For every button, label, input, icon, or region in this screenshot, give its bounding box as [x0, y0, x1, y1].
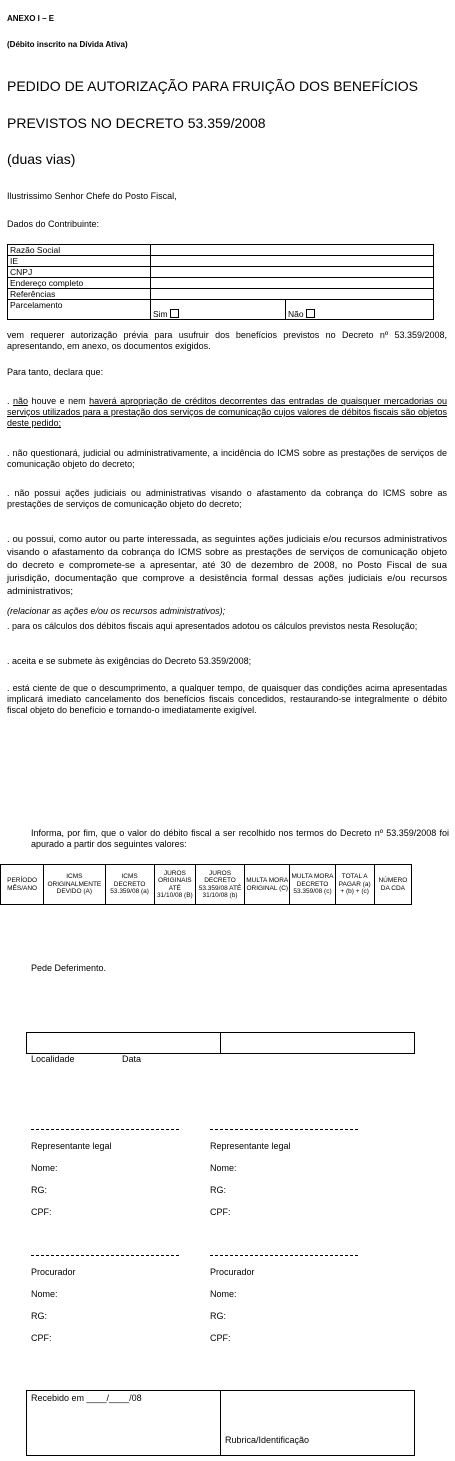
request-paragraph: vem requerer autorização prévia para usufruir dos benefícios previstos no Decreto nº 53.359/2008, apresentando, em anexo, os documentos exigidos. — [7, 330, 447, 351]
declaration-1-underline-b: haverá apropriação de créditos decorrentes das entradas de quaisquer mercadorias ou serviços utilizados para a prestação dos serviços de comunicação cujos valores de débitos fiscais são objetos deste pedido; — [7, 396, 447, 428]
declaration-4-note: (relacionar as ações e/ou os recursos administrativos); — [7, 606, 226, 616]
column-header-icms-decreto: ICMS DECRETO 53.359/08 (a) — [105, 865, 154, 905]
signature-line — [210, 1129, 358, 1130]
declaration-1-underline-a: não — [13, 396, 29, 406]
column-header-icms-original: ICMS ORIGINALMENTE DEVIDO (A) — [44, 865, 105, 905]
page-title-line-1: PEDIDO DE AUTORIZAÇÃO PARA FRUIÇÃO DOS BENEFÍCIOS — [7, 78, 418, 94]
declaration-5: . para os cálculos dos débitos fiscais aqui apresentados adotou os cálculos previstos nesta Resolução; — [7, 621, 418, 631]
values-table — [0, 864, 412, 905]
rg-label: RG: — [31, 1185, 48, 1195]
table-row — [8, 289, 434, 300]
referencias-field[interactable] — [151, 289, 434, 300]
cpf-label: CPF: — [210, 1207, 231, 1217]
informa-paragraph: Informa, por fim, que o valor do débito fiscal a ser recolhido nos termos do Decreto nº 53.359/2008 foi apurado a partir dos seguintes valores: — [31, 828, 449, 849]
nome-label: Nome: — [210, 1163, 237, 1173]
rg-label: RG: — [31, 1311, 48, 1321]
row-label-cnpj: CNPJ — [8, 267, 151, 278]
annex-title: ANEXO I – E — [7, 14, 55, 23]
signature-line — [31, 1129, 179, 1130]
annex-subtitle: (Débito inscrito na Dívida Ativa) — [7, 40, 128, 49]
nao-label: Não — [288, 309, 304, 319]
signature-line — [31, 1255, 179, 1256]
recebido-label: Recebido em ____/____/08 — [31, 1393, 142, 1403]
table-row — [8, 245, 434, 256]
table-row — [8, 267, 434, 278]
table-row — [8, 278, 434, 289]
cnpj-field[interactable] — [151, 267, 434, 278]
declaration-1-bullet: . — [7, 396, 14, 406]
localidade-label: Localidade — [31, 1054, 75, 1064]
cpf-label: CPF: — [31, 1207, 52, 1217]
razao-social-field[interactable] — [151, 245, 434, 256]
nome-label: Nome: — [31, 1163, 58, 1173]
row-label-referencias: Referências — [8, 289, 151, 300]
declaration-6: . aceita e se submete às exigências do Decreto 53.359/2008; — [7, 656, 252, 666]
column-header-multa-original: MULTA MORA ORIGINAL (C) — [245, 865, 290, 905]
declaration-2: . não questionará, judicial ou administrativamente, a incidência do ICMS sobre as prestações de serviços de comunicação objeto do decreto; — [7, 448, 447, 469]
sim-label: Sim — [153, 309, 168, 319]
procurador-label: Procurador — [31, 1267, 76, 1277]
row-label-ie: IE — [8, 256, 151, 267]
receipt-date-box[interactable] — [26, 1390, 221, 1456]
declaration-3: . não possui ações judiciais ou administrativas visando o afastamento da cobrança do ICMS sobre as prestações de serviços de comunicação objeto do decreto; — [7, 488, 447, 509]
declaration-4: . ou possui, como autor ou parte interessada, as seguintes ações judiciais e/ou recursos administrativos visando o afastamento da cobrança do ICMS sobre as prestações de serviços de comunicação objeto do decreto e compromete-se a apresentar, até 30 de dezembro de 2008, no Posto Fiscal de sua jurisdição, documentação que comprove a desistência formal dessas ações judiciais e/ou recursos administrativos; — [7, 534, 447, 597]
row-label-parcelamento: Parcelamento — [8, 300, 151, 320]
row-label-razao-social: Razão Social — [8, 245, 151, 256]
receipt-signature-box[interactable] — [220, 1390, 415, 1456]
page-title-line-3: (duas vias) — [7, 151, 76, 167]
declaration-1 — [7, 396, 447, 429]
declares-line: Para tanto, declara que: — [7, 367, 104, 377]
rg-label: RG: — [210, 1185, 227, 1195]
salutation: Ilustrissimo Senhor Chefe do Posto Fiscal, — [7, 191, 177, 201]
representante-label: Representante legal — [210, 1141, 291, 1151]
column-header-total: TOTAL A PAGAR (a) + (b) + (c) — [335, 865, 374, 905]
column-header-cda: NÚMERO DA CDA — [374, 865, 411, 905]
rg-label: RG: — [210, 1311, 227, 1321]
row-label-endereco: Endereço completo — [8, 278, 151, 289]
nome-label: Nome: — [31, 1289, 58, 1299]
table-row — [8, 256, 434, 267]
sim-checkbox[interactable] — [170, 309, 179, 318]
data-field[interactable] — [220, 1032, 415, 1054]
signature-line — [210, 1255, 358, 1256]
data-label: Data — [122, 1054, 142, 1064]
nao-cell — [286, 300, 434, 320]
representante-label: Representante legal — [31, 1141, 112, 1151]
contributor-heading: Dados do Contribuinte: — [7, 219, 100, 229]
table-row — [8, 300, 434, 320]
nome-label: Nome: — [210, 1289, 237, 1299]
sim-cell — [151, 300, 286, 320]
ie-field[interactable] — [151, 256, 434, 267]
page-title-line-2: PREVISTOS NO DECRETO 53.359/2008 — [7, 115, 266, 131]
cpf-label: CPF: — [31, 1333, 52, 1343]
column-header-periodo: PERÍODO MÊS/ANO — [1, 865, 44, 905]
rubrica-label: Rubrica/Identificação — [225, 1435, 310, 1445]
column-header-juros-decreto: JUROS DECRETO 53.359/08 ATÉ 31/10/08 (b) — [195, 865, 244, 905]
localidade-field[interactable] — [26, 1032, 221, 1054]
contributor-table — [7, 244, 434, 320]
column-header-juros-originais: JUROS ORIGINAIS ATÉ 31/10/08 (B) — [154, 865, 195, 905]
declaration-1-middle: houve e nem — [28, 396, 90, 406]
deferment-text: Pede Deferimento. — [31, 963, 107, 973]
declaration-7: . está ciente de que o descumprimento, a qualquer tempo, de quaisquer das condições acima apresentadas implicará imediato cancelamento dos benefícios fiscais concedidos, restaurando-se integralmente o débito fiscal objeto do benefício e tornando-o imediatamente exigível. — [7, 683, 447, 715]
table-header-row — [1, 865, 412, 905]
column-header-multa-decreto: MULTA MORA DECRETO 53.359/08 (c) — [290, 865, 335, 905]
nao-checkbox[interactable] — [306, 309, 315, 318]
cpf-label: CPF: — [210, 1333, 231, 1343]
procurador-label: Procurador — [210, 1267, 255, 1277]
endereco-field[interactable] — [151, 278, 434, 289]
